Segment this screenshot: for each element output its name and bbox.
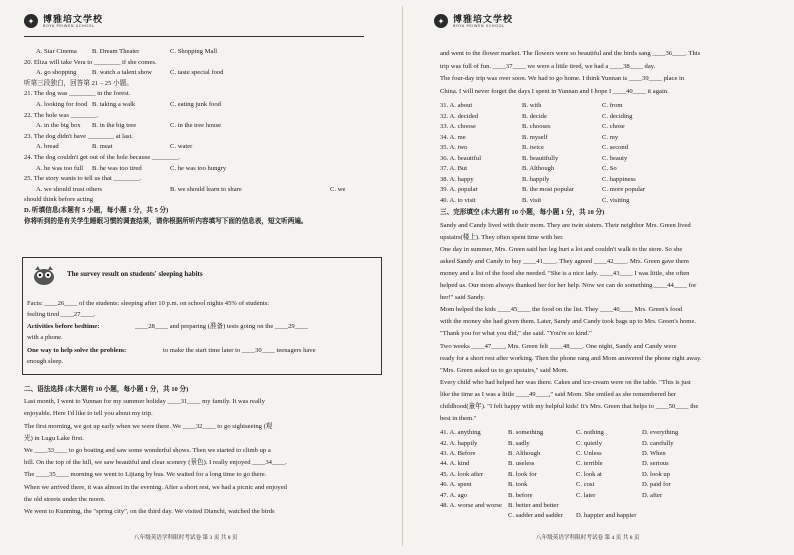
passage-line: Mom helped the kids ____45____ the food on the list. They ____46____ Mrs. Green's food: [440, 306, 683, 314]
school-name: 博雅培文学校: [43, 14, 104, 24]
passage-line: Last month, I went to Yunnan for my summer holiday ____31____ my family. It was really: [24, 398, 265, 406]
answer-option: C. beauty: [602, 154, 628, 162]
answer-option: C. more popular: [602, 186, 646, 194]
question-text: 听第三段独白，回答第 21 – 25 小题。: [24, 79, 133, 87]
answer-option: A. go shopping: [36, 69, 77, 77]
passage-line: upstairs(楼上). They often spent time with her.: [440, 233, 564, 241]
answer-option: B. decide: [522, 112, 547, 120]
answer-option: 45. A. look after: [440, 470, 484, 478]
school-name: 博雅培文学校: [453, 14, 514, 24]
answer-option: B. taking a walk: [92, 101, 136, 108]
answer-option: B. something: [508, 429, 544, 437]
page-footer: 八年级英语学科限时考试卷 第 3 页 共 8 页: [134, 535, 238, 541]
answer-option: C. later: [576, 491, 596, 499]
passage-line: enjoyable. Here I'd like to tell you about my trip.: [24, 410, 153, 418]
school-header: [434, 10, 513, 32]
answer-option: 43. A. Before: [440, 450, 476, 457]
question-text: 23. The dog didn't have ________ at last.: [24, 132, 133, 140]
answer-option: A. looking for food: [36, 101, 88, 108]
survey-row-facts-2: feeling tired ____27____.: [27, 311, 96, 318]
passage-line: with the money she had given them. Later, Sandy and Candy took bags up to Mrs. Green's home.: [440, 318, 697, 326]
answer-option: D. look up: [642, 470, 671, 478]
answer-option: B. sadly: [508, 439, 530, 447]
survey-row-activities: ____28____ and preparing (准备) tests going on the ____29____: [135, 323, 308, 330]
passage-line: the old streets under the moon.: [24, 495, 106, 503]
answer-option: C. Unless: [576, 450, 602, 457]
question-text: D. 听填信息(本题有 5 小题，每小题 1 分，共 5 分): [24, 207, 169, 214]
answer-option: D. serious: [642, 460, 669, 468]
passage-line: like the time as I was a little ____49____," said Mom. She smiled as she remembered her: [440, 390, 676, 398]
answer-option: 33. A. choose: [440, 123, 476, 131]
answer-option: D. carefully: [642, 439, 674, 447]
passage-line: The ____35____ morning we went to Lijiang by bus. We waited for a long time to go there.: [24, 471, 267, 479]
answer-option: B. look for: [508, 470, 537, 478]
passage-line: 光) in Lugu Lake first.: [24, 434, 84, 442]
answer-option: 37. A. But: [440, 165, 468, 173]
answer-option: B. Dream Theater: [92, 48, 140, 55]
answer-option: C. taste special food: [170, 69, 224, 77]
question-text: 20. Eliza will take Vera to ________ if she comes.: [24, 58, 157, 66]
answer-option: 40. A. to visit: [440, 196, 476, 204]
question-text: 21. The dog was ________ in the forest.: [24, 90, 131, 98]
survey-row-facts: Facts: ____26____ of the students: sleeping after 10 p.m. on school nights 45% of students:: [27, 300, 270, 307]
answer-option: D. paid for: [642, 481, 671, 489]
answer-option: C. deciding: [602, 112, 633, 120]
answer-option: C. in the tree house: [170, 122, 222, 130]
answer-option: C. visiting: [602, 196, 630, 204]
answer-option: C. eating junk food: [170, 101, 221, 108]
answer-option: C. second: [602, 144, 629, 152]
passage-line: childhood(童年). "I felt happy with my helpful kids! It's Mrs. Green that helps to ____50____ the: [440, 403, 699, 410]
passage-line: We ____33____ to go boating and saw some wonderful shows. Then we started to climb up a: [24, 447, 271, 454]
answer-option: 38. A. happy: [440, 175, 474, 183]
answer-option: A. we should trust others: [36, 185, 103, 193]
passage-line: "Thank you for what you did," she said. "You're so kind.": [440, 330, 592, 338]
owl-icon: [29, 264, 59, 286]
survey-table: [22, 257, 382, 375]
answer-option: 34. A. me: [440, 133, 466, 141]
answer-option: B. the most popular: [522, 186, 575, 194]
answer-option: D. everything: [642, 429, 679, 437]
school-logo-icon: ✦: [434, 14, 448, 28]
passage-line: The four-day trip was over soon. We had to go home. I think Yunnan is ____39____ place in: [440, 75, 685, 83]
exam-page-3: [14, 0, 398, 555]
survey-row-solution-label: One way to help solve the problem:: [27, 347, 127, 354]
section-heading: 二、语法选择 (本大题有 10 小题，每小题 1 分，共 10 分): [24, 386, 189, 393]
answer-option: B. Although: [508, 450, 541, 457]
answer-option: C. look at: [576, 470, 602, 478]
answer-option: 36. A. beautiful: [440, 154, 482, 162]
page-footer: 八年级英语学科限时考试卷 第 4 页 共 8 页: [536, 535, 640, 541]
section-heading: 三、完形填空 (本大题有 10 小题，每小题 1 分，共 10 分): [440, 209, 605, 217]
answer-option: C. cost: [576, 481, 595, 489]
question-text: should think before acting: [24, 196, 94, 204]
passage-line: When we arrived there, it was almost in the evening. After a short rest, we had a picnic and enjoyed: [24, 483, 287, 491]
answer-option: C. happiness: [602, 175, 636, 183]
answer-option: B. meat: [92, 143, 113, 151]
passage-line: The first morning, we got up early when we were there. We ____32____ to go sightseeing (观: [24, 422, 273, 430]
answer-option: C. sadder and sadder: [508, 512, 563, 520]
school-header: [24, 10, 103, 32]
answer-option: C. nothing: [576, 429, 604, 437]
answer-option: B. with: [522, 102, 542, 110]
answer-option: B. myself: [522, 133, 548, 141]
header-rule: [24, 36, 364, 37]
answer-option: 48. A. worse and worse: [440, 502, 502, 509]
answer-option: D. happier and happier: [576, 512, 637, 520]
passage-line: Two weeks ____47____, Mrs. Green felt ____48____. One night, Sandy and Candy were: [440, 342, 677, 350]
answer-option: C. Shopping Mall: [170, 48, 218, 55]
answer-option: 31. A. about: [440, 102, 473, 110]
passage-line: China. I will never forget the days I spent in Yunnan and I hope I ____40____ it again.: [440, 87, 669, 95]
answer-option: B. watch a talent show: [92, 69, 152, 77]
passage-line: Every child who had helped her was there. Cakes and ice-cream were on the table. "This is just: [440, 378, 691, 386]
answer-option: C. my: [602, 133, 619, 141]
survey-row-activities-label: Activities before bedtime:: [27, 323, 100, 330]
answer-option: B. he was too tired: [92, 164, 142, 172]
survey-row-activities-2: with a phone.: [27, 334, 63, 341]
school-logo-icon: ✦: [24, 14, 38, 28]
answer-option: C. from: [602, 102, 623, 110]
answer-option: B. visit: [522, 196, 542, 204]
answer-option: B. we should learn to share: [170, 185, 242, 193]
passage-line: best in them.": [440, 415, 477, 423]
passage-line: "Mrs. Green asked us to go upstairs," said Mom.: [440, 366, 569, 374]
answer-option: A. bread: [36, 143, 59, 151]
passage-line: We went to Kunming, the "spring city", on the third day. We visited Dianchi, watched the birds: [24, 508, 275, 515]
answer-option: B. twice: [522, 144, 544, 152]
answer-option: D. after: [642, 491, 663, 499]
answer-option: C. chose: [602, 123, 625, 131]
answer-option: C. we: [330, 185, 346, 193]
answer-option: D. When: [642, 450, 666, 457]
school-subtitle: BOYA PEIWEN SCHOOL: [43, 24, 95, 28]
answer-option: 44. A. kind: [440, 460, 470, 468]
passage-line: One day in summer, Mrs. Green said her leg hurt a lot and couldn't walk to the store. So she: [440, 245, 683, 253]
answer-option: B. happily: [522, 175, 550, 183]
answer-option: C. he was too hungry: [170, 164, 227, 172]
answer-option: C. terrible: [576, 460, 603, 468]
survey-title: The survey result on students' sleeping habits: [67, 270, 203, 278]
passage-line: Sandy and Candy lived with their mom. They are twin sisters. Their neighbor Mrs. Green lived: [440, 221, 691, 229]
page-divider: [402, 6, 403, 546]
answer-option: 39. A. popular: [440, 186, 478, 194]
passage-line: hill. On the top of the hill, we saw beautiful and clear scenery (景色). I really enjoyed ____34____.: [24, 459, 287, 467]
answer-option: A. in the big box: [36, 122, 81, 130]
answer-option: B. better and better: [508, 502, 559, 509]
passage-line: helped us. Our mom always thanked her for her help. Now we can do something ____44____ for: [440, 282, 697, 289]
survey-row-solution: to make the start time later to ____30____ teenagers have: [163, 347, 316, 354]
passage-line: asked Sandy and Candy to buy ____41____. They agreed ____42____. Mrs. Green gave them: [440, 257, 689, 265]
answer-option: 32. A. decided: [440, 112, 479, 120]
answer-option: C. water: [170, 143, 193, 151]
answer-option: B. beautifully: [522, 154, 559, 162]
answer-option: B. chooses: [522, 123, 551, 131]
school-subtitle: BOYA PEIWEN SCHOOL: [453, 24, 505, 28]
answer-option: 42. A. happily: [440, 439, 478, 447]
answer-option: 46. A. spent: [440, 481, 472, 489]
answer-option: A. Star Cinema: [36, 48, 77, 55]
question-text: 25. The story wants to tell us that ________.: [24, 175, 142, 183]
answer-option: B. in the big tree: [92, 122, 137, 130]
answer-option: C. So: [602, 165, 617, 173]
passage-line: and went to the flower market. The flowers were so beautiful and the birds sang ____36____. This: [440, 50, 701, 57]
answer-option: B. before: [508, 491, 533, 499]
passage-line: money and a list of the food she needed. "She is a nice lady. ____43____ I was little, she often: [440, 269, 690, 277]
answer-option: 47. A. ago: [440, 491, 468, 499]
passage-line: her!" said Sandy.: [440, 294, 485, 302]
passage-line: trip was full of fun. ____37____ we were a little tired, we had a ____38____ day.: [440, 62, 656, 70]
question-text: 24. The dog couldn't get out of the hole because ________.: [24, 154, 180, 161]
answer-option: B. useless: [508, 460, 535, 468]
answer-option: C. quietly: [576, 439, 603, 447]
answer-option: B. Although: [522, 165, 555, 173]
survey-row-solution-2: enough sleep.: [27, 358, 64, 365]
passage-line: ready for a short rest after working. Then the phone rang and Mom answered the phone right away.: [440, 354, 702, 362]
answer-option: 41. A. anything: [440, 429, 481, 437]
question-text: 22. The hole was ________.: [24, 111, 99, 119]
exam-page-4: [410, 0, 794, 555]
answer-option: A. he was too full: [36, 164, 84, 172]
question-text: 你将听到的是有关学生睡眠习惯的调查结果，请你根据所听内容填写下面的信息表，短文听两遍。: [24, 217, 308, 225]
answer-option: B. took: [508, 481, 528, 489]
answer-option: 35. A. two: [440, 144, 468, 152]
